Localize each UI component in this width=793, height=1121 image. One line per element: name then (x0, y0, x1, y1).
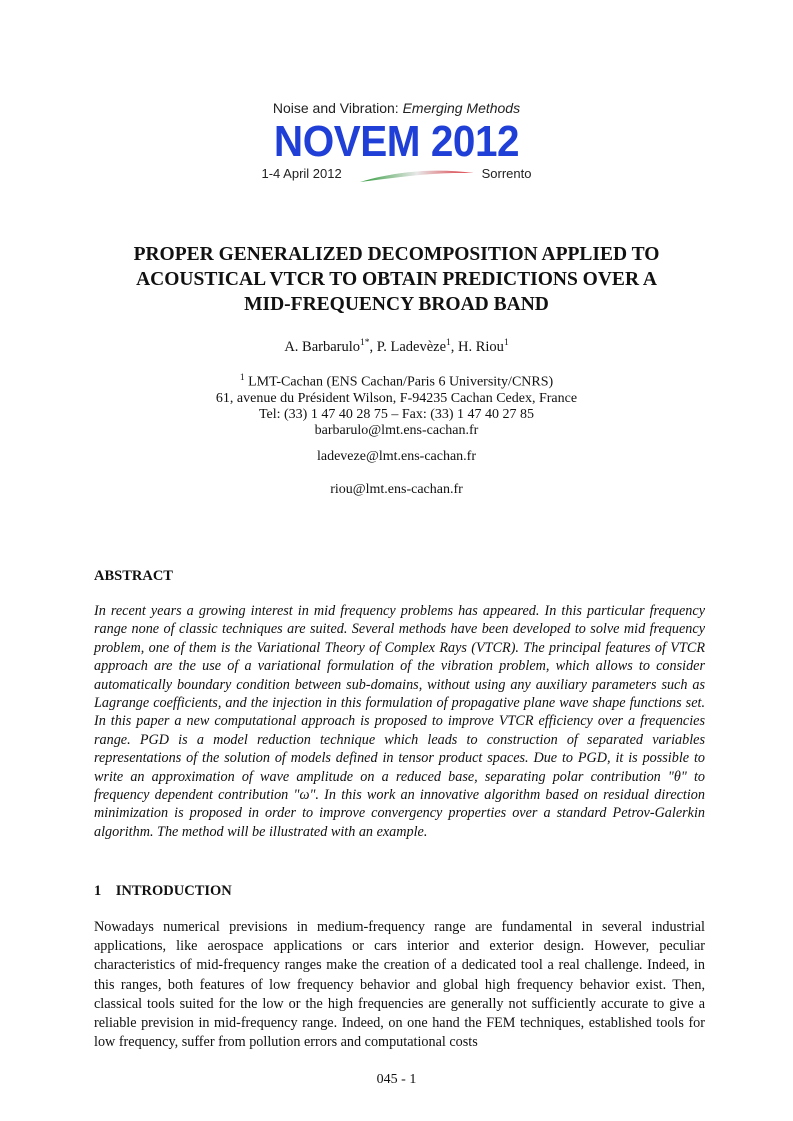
page-number: 045 - 1 (376, 1072, 417, 1087)
abstract-heading: ABSTRACT (94, 568, 173, 584)
section-title: INTRODUCTION (115, 883, 232, 899)
section-number: 1 (94, 883, 102, 899)
subtitle-italic: Emerging Methods (402, 100, 521, 116)
intro-text: Nowadays numerical previsions in medium-frequency range are fundamental in several industrial applications, like aerospace applications or cars interior and exterior design. However, peculiar characteristics of mid-frequency ranges make the creation of a dedicated tool a real challenge. Indeed, in this ranges, both features of low frequency behavior and global high frequency behavior exist. Then, classical tools suited for the low or the high frequencies are generally not sufficiently accurate to give a reliable prevision in mid-frequency range. Indeed, on one hand the FEM techniques, established tools for low frequency, suffer from pollution errors and computational costs (94, 919, 705, 1051)
email-address[interactable]: riou@lmt.ens-cachan.fr (330, 482, 463, 497)
abstract-text: In recent years a growing interest in mid frequency problems has appeared. In this particular frequency range none of classic techniques are suited. Several methods have been developed to solve mid frequency problem, one of them is the Variational Theory of Complex Rays (VTCR). The principal features of VTCR approach are the use of a variational formulation of the vibration problem, which allows to consider automatically boundary condition between sub-domains, without using any auxiliary parameters such as Lagrange coefficients, and the injection in this formulation of propagative plane wave shape functions set. In this paper a new computational approach is proposed to improve VTCR efficiency over a frequencies range. PGD is a model reduction technique which leads to construction of separated variables representations of the solution of models defined in tensor product spaces. Due to PGD, it is possible to write an approximation of wave amplitude on a reduced base, separating polar contribution "θ" to frequency dependent contribution "ω". In this work an innovative algorithm based on residual direction minimization is proposed in order to improve convergency properties over a standard Petrov-Galerkin algorithm. The method will be illustrated with an example. (94, 603, 705, 840)
conference-date-line (262, 166, 532, 184)
title-line: MID-FREQUENCY BROAD BAND (244, 294, 549, 315)
conference-location: Sorrento (481, 166, 532, 181)
affiliation-mark: 1 (239, 373, 245, 383)
affiliation-block (0, 370, 793, 439)
conference-subtitle (0, 100, 793, 116)
conference-logo-title: NOVEM 2012 (273, 117, 520, 166)
author-affiliation-mark: 1 (503, 338, 509, 348)
title-line: PROPER GENERALIZED DECOMPOSITION APPLIED TO (133, 244, 660, 265)
italian-flag-swoosh-icon (360, 169, 474, 183)
author-name: H. Riou (458, 338, 504, 355)
subtitle-plain: Noise and Vibration: (272, 100, 403, 116)
author-name: A. Barbarulo (284, 338, 361, 355)
title-line: ACOUSTICAL VTCR TO OBTAIN PREDICTIONS OVER A (136, 269, 657, 290)
conference-header (0, 100, 793, 184)
author-list: A. Barbarulo$^{1*}$, P. Ladevèze$^1$, H. Riou$^1$ (284, 338, 509, 355)
affiliation-phone: Tel: (33) 1 47 40 28 75 – Fax: (33) 1 47 40 27 85 (258, 406, 535, 422)
author-name: P. Ladevèze (376, 338, 447, 355)
affiliation-line: LMT-Cachan (ENS Cachan/Paris 6 University/CNRS) (248, 374, 554, 390)
affiliation-address: 61, avenue du Président Wilson, F-94235 Cachan Cedex, France (215, 390, 578, 406)
paper-title (60, 242, 733, 317)
author-affiliation-mark: 1* (360, 338, 370, 348)
email-address[interactable]: barbarulo@lmt.ens-cachan.fr (314, 422, 479, 438)
email-address[interactable]: ladeveze@lmt.ens-cachan.fr (316, 449, 477, 464)
author-affiliation-mark: 1 (446, 338, 451, 348)
intro-heading (94, 883, 232, 900)
conference-dates: 1-4 April 2012 (261, 166, 342, 181)
